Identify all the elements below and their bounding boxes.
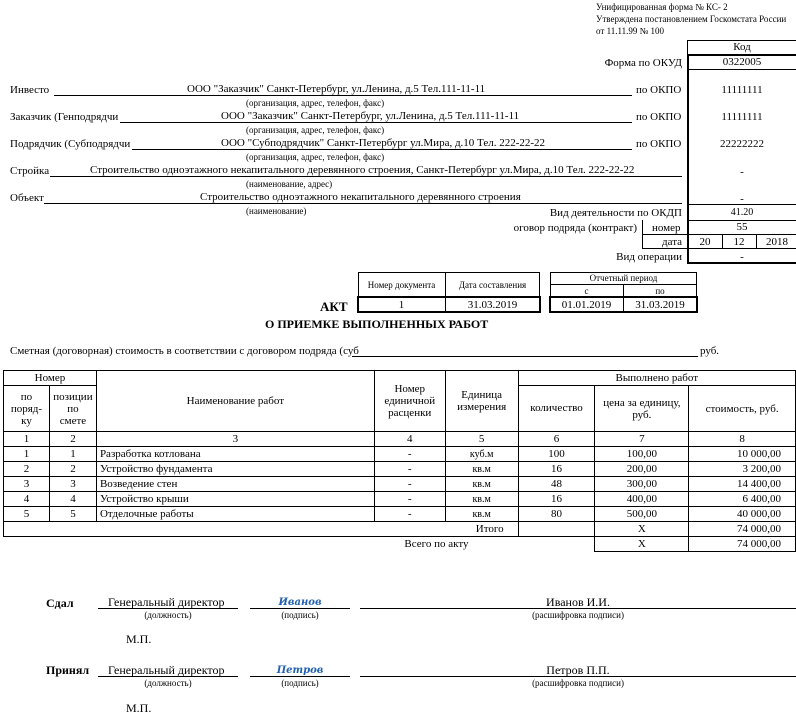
th-cost: стоимость, руб. xyxy=(689,386,796,432)
cell-price: 200,00 xyxy=(595,462,689,477)
cell-n: 4 xyxy=(4,492,50,507)
okud-label: Форма по ОКУД xyxy=(604,57,682,69)
grand-total-label: Всего по акту xyxy=(4,537,595,552)
cell-cost: 6 400,00 xyxy=(689,492,796,507)
form-title-line1: Унифицированная форма № КС- 2 xyxy=(596,2,728,12)
customer-okpo: 11111111 xyxy=(721,111,763,123)
table-row xyxy=(4,462,796,477)
cell-rasc: - xyxy=(374,507,445,522)
colnum: 1 xyxy=(4,432,50,447)
customer-label: Заказчик (Генподрядчи xyxy=(10,111,119,123)
cell-p: 1 xyxy=(49,447,96,462)
object-label: Объект xyxy=(10,192,44,204)
cell-p: 3 xyxy=(49,477,96,492)
colnum: 8 xyxy=(689,432,796,447)
cell-unit: кв.м xyxy=(445,462,518,477)
cost-line-label: Сметная (договорная) стоимость в соответствии с договором подряда (суб xyxy=(10,345,359,357)
act-title: АКТ xyxy=(320,299,348,314)
cell-qty: 80 xyxy=(518,507,595,522)
docdate-value: 31.03.2019 xyxy=(467,299,518,311)
cell-cost: 14 400,00 xyxy=(689,477,796,492)
cell-n: 1 xyxy=(4,447,50,462)
prinyal-signature: Петров xyxy=(276,665,324,676)
cell-unit: кв.м xyxy=(445,492,518,507)
period-from-value: 01.01.2019 xyxy=(561,299,612,311)
prinyal-name: Петров П.П. xyxy=(546,663,610,677)
contract-label: оговор подряда (контракт) xyxy=(513,222,637,234)
stroyka-hint: (наименование, адрес) xyxy=(246,179,333,189)
table-row xyxy=(4,492,796,507)
colnum: 2 xyxy=(49,432,96,447)
cell-name: Разработка котлована xyxy=(96,447,374,462)
cell-name: Устройство крыши xyxy=(96,492,374,507)
sdal-mp: М.П. xyxy=(126,632,152,646)
cell-cost: 3 200,00 xyxy=(689,462,796,477)
colnum: 7 xyxy=(595,432,689,447)
cell-n: 3 xyxy=(4,477,50,492)
object-code: - xyxy=(740,193,744,205)
okud-code: 0322005 xyxy=(722,56,762,68)
operation-label: Вид операции xyxy=(616,251,682,263)
act-subtitle: О ПРИЕМКЕ ВЫПОЛНЕННЫХ РАБОТ xyxy=(265,317,489,331)
prinyal-name-hint: (расшифровка подписи) xyxy=(532,678,624,688)
th-por: по поряд-ку xyxy=(4,386,50,432)
grand-total-row xyxy=(4,537,796,552)
table-row xyxy=(4,477,796,492)
investor-value: ООО "Заказчик" Санкт-Петербург, ул.Ленина, д.5 Тел.111-11-11 xyxy=(187,83,486,95)
prinyal-position-hint: (должность) xyxy=(144,678,192,688)
period-header: Отчетный период xyxy=(589,273,658,283)
cell-qty: 100 xyxy=(518,447,595,462)
stroyka-code: - xyxy=(740,166,744,178)
contract-number: 55 xyxy=(736,221,748,233)
form-title-line3: от 11.11.99 № 100 xyxy=(596,26,664,36)
investor-hint: (организация, адрес, телефон, факс) xyxy=(246,98,385,108)
stroyka-label: Стройка xyxy=(10,165,50,177)
total-label: Итого xyxy=(4,522,519,537)
th-nomer: Номер xyxy=(4,371,97,386)
prinyal-sign-hint: (подпись) xyxy=(281,678,319,688)
docdate-header: Дата составления xyxy=(458,280,527,290)
cell-name: Устройство фундамента xyxy=(96,462,374,477)
contract-date-year: 2018 xyxy=(766,236,788,248)
cost-line-unit: руб. xyxy=(700,345,720,357)
cell-rasc: - xyxy=(374,477,445,492)
cell-unit: кв.м xyxy=(445,507,518,522)
investor-okpo: 11111111 xyxy=(721,84,763,96)
docnum-header: Номер документа xyxy=(367,280,436,290)
okdp-code: 41.20 xyxy=(730,207,754,218)
cell-qty: 16 xyxy=(518,462,595,477)
operation-code: - xyxy=(740,251,744,263)
cell-rasc: - xyxy=(374,492,445,507)
sdal-sign-hint: (подпись) xyxy=(281,610,319,620)
th-done: Выполнено работ xyxy=(518,371,795,386)
contractor-okpo-label: по ОКПО xyxy=(636,138,682,150)
cell-price: 500,00 xyxy=(595,507,689,522)
cell-p: 2 xyxy=(49,462,96,477)
stroyka-value: Строительство одноэтажного некапитального деревянного строения, Санкт-Петербург ул.Мира, д.10 Тел. 222-22-22 xyxy=(90,164,635,176)
customer-okpo-label: по ОКПО xyxy=(636,111,682,123)
period-to-value: 31.03.2019 xyxy=(635,299,685,311)
sdal-position-hint: (должность) xyxy=(144,610,192,620)
colnum: 3 xyxy=(96,432,374,447)
cell-unit: кв.м xyxy=(445,477,518,492)
cell-n: 5 xyxy=(4,507,50,522)
works-table xyxy=(3,370,796,552)
period-from-header: с xyxy=(584,286,589,296)
sdal-name-hint: (расшифровка подписи) xyxy=(532,610,624,620)
grand-total-x: X xyxy=(595,537,689,552)
form-title-line2: Утверждена постановлением Госкомстата России xyxy=(596,14,787,24)
object-hint: (наименование) xyxy=(246,206,307,216)
contractor-value: ООО "Субподрядчик" Санкт-Петербург ул.Мира, д.10 Тел. 222-22-22 xyxy=(221,137,546,149)
sdal-name: Иванов И.И. xyxy=(546,595,610,609)
cell-rasc: - xyxy=(374,462,445,477)
th-rasc: Номер единичной расценки xyxy=(374,371,445,432)
th-price: цена за единицу, руб. xyxy=(595,386,689,432)
investor-label: Инвесто xyxy=(10,84,50,96)
cell-price: 400,00 xyxy=(595,492,689,507)
contract-date-label: дата xyxy=(662,236,683,248)
cell-name: Возведение стен xyxy=(96,477,374,492)
cell-cost: 40 000,00 xyxy=(689,507,796,522)
th-qty: количество xyxy=(518,386,595,432)
cell-qty: 48 xyxy=(518,477,595,492)
cell-name: Отделочные работы xyxy=(96,507,374,522)
total-row xyxy=(4,522,796,537)
cell-price: 300,00 xyxy=(595,477,689,492)
investor-okpo-label: по ОКПО xyxy=(636,84,682,96)
total-value: 74 000,00 xyxy=(689,522,796,537)
cell-p: 4 xyxy=(49,492,96,507)
cell-unit: куб.м xyxy=(445,447,518,462)
object-value: Строительство одноэтажного некапитального деревянного строения xyxy=(200,191,521,203)
table-row xyxy=(4,507,796,522)
grand-total-value: 74 000,00 xyxy=(689,537,796,552)
contractor-okpo: 22222222 xyxy=(720,138,764,150)
contract-number-label: номер xyxy=(652,222,681,234)
contract-date-day: 20 xyxy=(699,236,711,248)
th-name: Наименование работ xyxy=(96,371,374,432)
sdal-position: Генеральный директор xyxy=(108,595,225,609)
docnum-value: 1 xyxy=(398,299,405,311)
period-to-header: по xyxy=(655,286,665,296)
total-x: X xyxy=(595,522,689,537)
code-header: Код xyxy=(733,41,751,53)
colnum: 5 xyxy=(445,432,518,447)
table-row xyxy=(4,447,796,462)
th-poz: позиции по смете xyxy=(49,386,96,432)
sdal-label: Сдал xyxy=(46,596,74,610)
cell-price: 100,00 xyxy=(595,447,689,462)
cell-p: 5 xyxy=(49,507,96,522)
contractor-label: Подрядчик (Субподрядчи xyxy=(10,138,131,150)
prinyal-position: Генеральный директор xyxy=(108,663,225,677)
th-unit: Единица измерения xyxy=(445,371,518,432)
cell-qty: 16 xyxy=(518,492,595,507)
cell-rasc: - xyxy=(374,447,445,462)
okdp-label: Вид деятельности по ОКДП xyxy=(549,207,682,219)
colnum: 4 xyxy=(374,432,445,447)
cell-cost: 10 000,00 xyxy=(689,447,796,462)
contract-date-month: 12 xyxy=(733,236,745,248)
customer-hint: (организация, адрес, телефон, факс) xyxy=(246,125,385,135)
sdal-signature: Иванов xyxy=(278,597,322,608)
cell-n: 2 xyxy=(4,462,50,477)
customer-value: ООО "Заказчик" Санкт-Петербург, ул.Ленина, д.5 Тел.111-11-11 xyxy=(221,110,520,122)
contractor-hint: (организация, адрес, телефон, факс) xyxy=(246,152,385,162)
colnum: 6 xyxy=(518,432,595,447)
prinyal-mp: М.П. xyxy=(126,701,152,715)
prinyal-label: Принял xyxy=(46,663,90,677)
